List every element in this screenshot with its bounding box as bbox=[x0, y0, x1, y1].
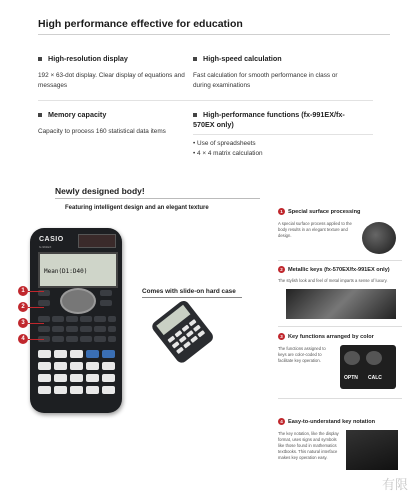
feature-desc: 192 × 63-dot display. Clear display of equations and messages bbox=[38, 72, 185, 89]
feature-title: Special surface processing bbox=[288, 209, 361, 215]
feature-desc: Fast calculation for smooth performance in class or during examinations bbox=[193, 72, 338, 89]
bullet-square-icon bbox=[193, 113, 197, 117]
section-title: Newly designed body! bbox=[55, 186, 145, 196]
hard-case-callout: Comes with slide-on hard case bbox=[142, 288, 236, 295]
calculator-key bbox=[38, 300, 50, 306]
number-key bbox=[38, 374, 51, 382]
number-key bbox=[54, 362, 67, 370]
number-key bbox=[54, 386, 67, 394]
title-divider bbox=[38, 34, 390, 35]
feature-title: Memory capacity bbox=[48, 110, 107, 119]
number-key bbox=[102, 362, 115, 370]
calculator-key bbox=[52, 326, 64, 332]
key-button-icon bbox=[366, 351, 382, 365]
feature-title: Metallic keys (fx-570EX/fx-991EX only) bbox=[288, 267, 390, 273]
number-key bbox=[70, 374, 83, 382]
section-subtitle: Featuring intelligent design and an elegant texture bbox=[65, 205, 209, 211]
calculator-key bbox=[66, 326, 78, 332]
feature-bullet: • 4 × 4 matrix calculation bbox=[193, 149, 263, 157]
feature-title: High-speed calculation bbox=[203, 54, 282, 63]
calculator-image bbox=[30, 228, 122, 413]
number-key bbox=[70, 386, 83, 394]
calculator-model: fx-991EX bbox=[39, 245, 52, 249]
surface-texture-image bbox=[362, 222, 396, 254]
calculator-key bbox=[108, 316, 116, 322]
leader-line bbox=[28, 339, 44, 340]
feature-desc: The key notation, like the display format, uses signs and symbols like those found in mathematics textbooks. This natural interface makes key operation easy. bbox=[278, 431, 339, 460]
calculator-key bbox=[108, 326, 116, 332]
calculator-key bbox=[38, 326, 50, 332]
solar-panel bbox=[78, 234, 116, 248]
leader-line bbox=[28, 307, 44, 308]
calculator-key bbox=[94, 336, 106, 342]
optn-key-label: OPTN bbox=[344, 375, 358, 381]
feature-number-badge: 4 bbox=[278, 418, 285, 425]
feature-divider bbox=[193, 100, 373, 101]
marker-3: 3 bbox=[18, 318, 28, 328]
feature-title: High-resolution display bbox=[48, 54, 128, 63]
bullet-square-icon bbox=[38, 113, 42, 117]
feature-desc: The stylish look and feel of metal imparts a sense of luxury. bbox=[278, 278, 388, 283]
calculator-brand: CASIO bbox=[39, 236, 64, 243]
feature-desc: A special surface process applied to the body results in an elegant texture and design. bbox=[278, 221, 352, 238]
color-keys-image bbox=[340, 345, 396, 389]
feature-number-badge: 3 bbox=[278, 333, 285, 340]
ac-key bbox=[102, 350, 115, 358]
number-key bbox=[38, 350, 51, 358]
calculator-key bbox=[100, 290, 112, 296]
feature-title: High-performance functions (fx-991EX/fx-570EX only) bbox=[193, 110, 345, 129]
calculator-key bbox=[80, 326, 92, 332]
number-key bbox=[70, 350, 83, 358]
calculator-key bbox=[52, 336, 64, 342]
page-title: High performance effective for education bbox=[38, 18, 243, 30]
watermark: 有限 bbox=[381, 477, 408, 492]
marker-2: 2 bbox=[18, 302, 28, 312]
calculator-key bbox=[66, 336, 78, 342]
calculator-key bbox=[94, 326, 106, 332]
feature-divider bbox=[38, 100, 198, 101]
feature-memory bbox=[38, 110, 198, 137]
number-key bbox=[86, 362, 99, 370]
navigation-pad bbox=[60, 288, 96, 314]
feature-divider bbox=[193, 134, 373, 135]
feature-high-performance bbox=[193, 110, 373, 158]
feature-divider bbox=[278, 260, 402, 261]
number-key bbox=[102, 386, 115, 394]
number-key bbox=[38, 386, 51, 394]
del-key bbox=[86, 350, 99, 358]
feature-divider bbox=[278, 398, 402, 399]
feature-title: Easy-to-understand key notation bbox=[288, 419, 376, 425]
hard-case-calculator-image bbox=[146, 299, 218, 363]
calculator-key bbox=[80, 316, 92, 322]
number-key bbox=[54, 350, 67, 358]
calculator-key bbox=[52, 316, 64, 322]
right-feature-2 bbox=[278, 266, 402, 284]
calculator-key bbox=[108, 336, 116, 342]
number-key bbox=[102, 374, 115, 382]
marker-1: 1 bbox=[18, 286, 28, 296]
number-key bbox=[86, 374, 99, 382]
leader-line bbox=[28, 291, 44, 292]
calculator-key bbox=[38, 316, 50, 322]
calculator-key bbox=[66, 316, 78, 322]
calculator-key bbox=[80, 336, 92, 342]
number-key bbox=[70, 362, 83, 370]
feature-desc: The functions assigned to keys are color-coded to facilitate key operation. bbox=[278, 346, 326, 363]
feature-title: Key functions arranged by color bbox=[288, 334, 374, 340]
calculator-screen bbox=[38, 252, 118, 288]
leader-line bbox=[28, 323, 44, 324]
feature-number-badge: 2 bbox=[278, 266, 285, 273]
bullet-square-icon bbox=[38, 57, 42, 61]
feature-desc: Capacity to process 160 statistical data items bbox=[38, 128, 166, 135]
feature-high-speed bbox=[193, 54, 373, 90]
callout-divider bbox=[142, 297, 242, 298]
marker-4: 4 bbox=[18, 334, 28, 344]
calculator-key bbox=[94, 316, 106, 322]
key-notation-image bbox=[346, 430, 398, 470]
number-key bbox=[38, 362, 51, 370]
feature-divider bbox=[278, 326, 402, 327]
feature-high-resolution bbox=[38, 54, 198, 90]
calculator-key bbox=[100, 300, 112, 306]
section-divider bbox=[55, 198, 260, 199]
metallic-keys-image bbox=[286, 289, 396, 319]
feature-number-badge: 1 bbox=[278, 208, 285, 215]
number-key bbox=[86, 386, 99, 394]
number-key bbox=[54, 374, 67, 382]
bullet-square-icon bbox=[193, 57, 197, 61]
calc-key-label: CALC bbox=[368, 375, 382, 381]
feature-bullet: • Use of spreadsheets bbox=[193, 140, 256, 147]
screen-text: Mean(D1:D40) bbox=[44, 268, 88, 275]
key-button-icon bbox=[344, 351, 360, 365]
